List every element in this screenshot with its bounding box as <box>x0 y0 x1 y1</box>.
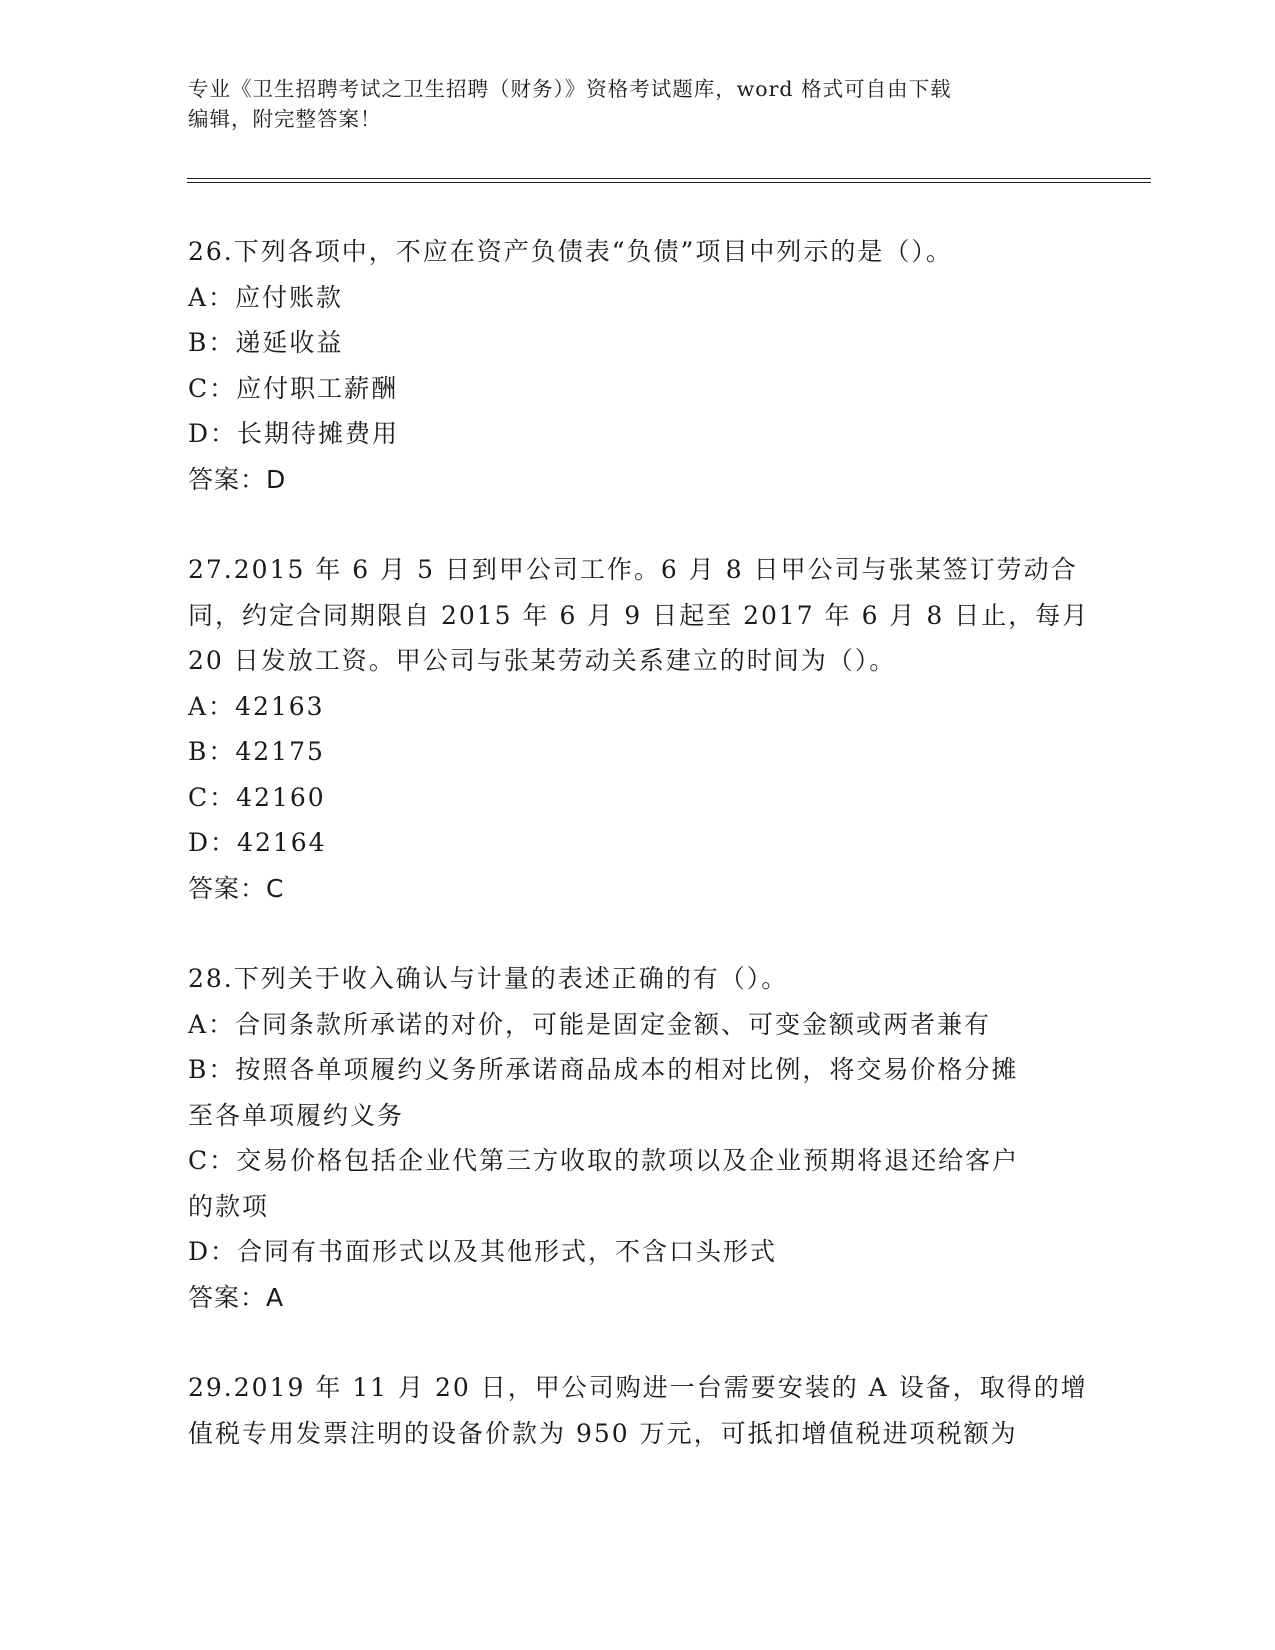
option-b: B：42175 <box>188 737 325 766</box>
answer-line: 答案：D <box>188 464 287 494</box>
option-c: C：42160 <box>188 782 326 812</box>
question-stem: 26.下列各项中，不应在资产负债表“负债”项目中列示的是（）。 <box>188 237 953 266</box>
option-c: C：应付职工薪酬 <box>188 373 399 403</box>
question-stem: 27.2015 年 6 月 5 日到甲公司工作。6 月 8 日甲公司与张某签订劳动合 <box>188 555 1078 584</box>
question-stem: 同，约定合同期限自 2015 年 6 月 9 日起至 2017 年 6 月 8 日止，每月 <box>188 600 1090 630</box>
option-d: D：42164 <box>188 828 327 857</box>
answer-line: 答案：C <box>188 873 285 903</box>
header-divider-top <box>187 178 1151 179</box>
option-a: A：42163 <box>188 691 325 721</box>
option-b-continued: 至各单项履约义务 <box>188 1100 405 1130</box>
document-header <box>188 74 1068 134</box>
option-b: B：递延收益 <box>188 328 344 357</box>
question-26 <box>188 229 1088 502</box>
question-stem: 29.2019 年 11 月 20 日，甲公司购进一台需要安装的 A 设备，取得的增 <box>188 1373 1088 1402</box>
option-d: D：合同有书面形式以及其他形式，不含口头形式 <box>188 1237 778 1266</box>
option-a: A：应付账款 <box>188 282 344 312</box>
question-28 <box>188 956 1088 1320</box>
option-b: B：按照各单项履约义务所承诺商品成本的相对比例，将交易价格分摊 <box>188 1055 1019 1084</box>
question-stem: 20 日发放工资。甲公司与张某劳动关系建立的时间为（）。 <box>188 646 897 675</box>
question-stem: 值税专用发票注明的设备价款为 950 万元，可抵扣增值税进项税额为 <box>188 1418 1018 1448</box>
question-29 <box>188 1365 1088 1456</box>
question-stem: 28.下列关于收入确认与计量的表述正确的有（）。 <box>188 964 789 993</box>
answer-line: 答案：A <box>188 1282 285 1312</box>
header-line-2: 编辑，附完整答案！ <box>188 107 382 131</box>
option-c: C：交易价格包括企业代第三方收取的款项以及企业预期将退还给客户 <box>188 1146 1020 1175</box>
question-27 <box>188 547 1088 911</box>
option-d: D：长期待摊费用 <box>188 419 400 448</box>
option-c-continued: 的款项 <box>188 1191 270 1221</box>
header-divider-bottom <box>187 182 1151 183</box>
header-line-1: 专业《卫生招聘考试之卫生招聘（财务）》资格考试题库，word 格式可自由下载 <box>188 77 952 101</box>
option-a: A：合同条款所承诺的对价，可能是固定金额、可变金额或两者兼有 <box>188 1009 992 1039</box>
